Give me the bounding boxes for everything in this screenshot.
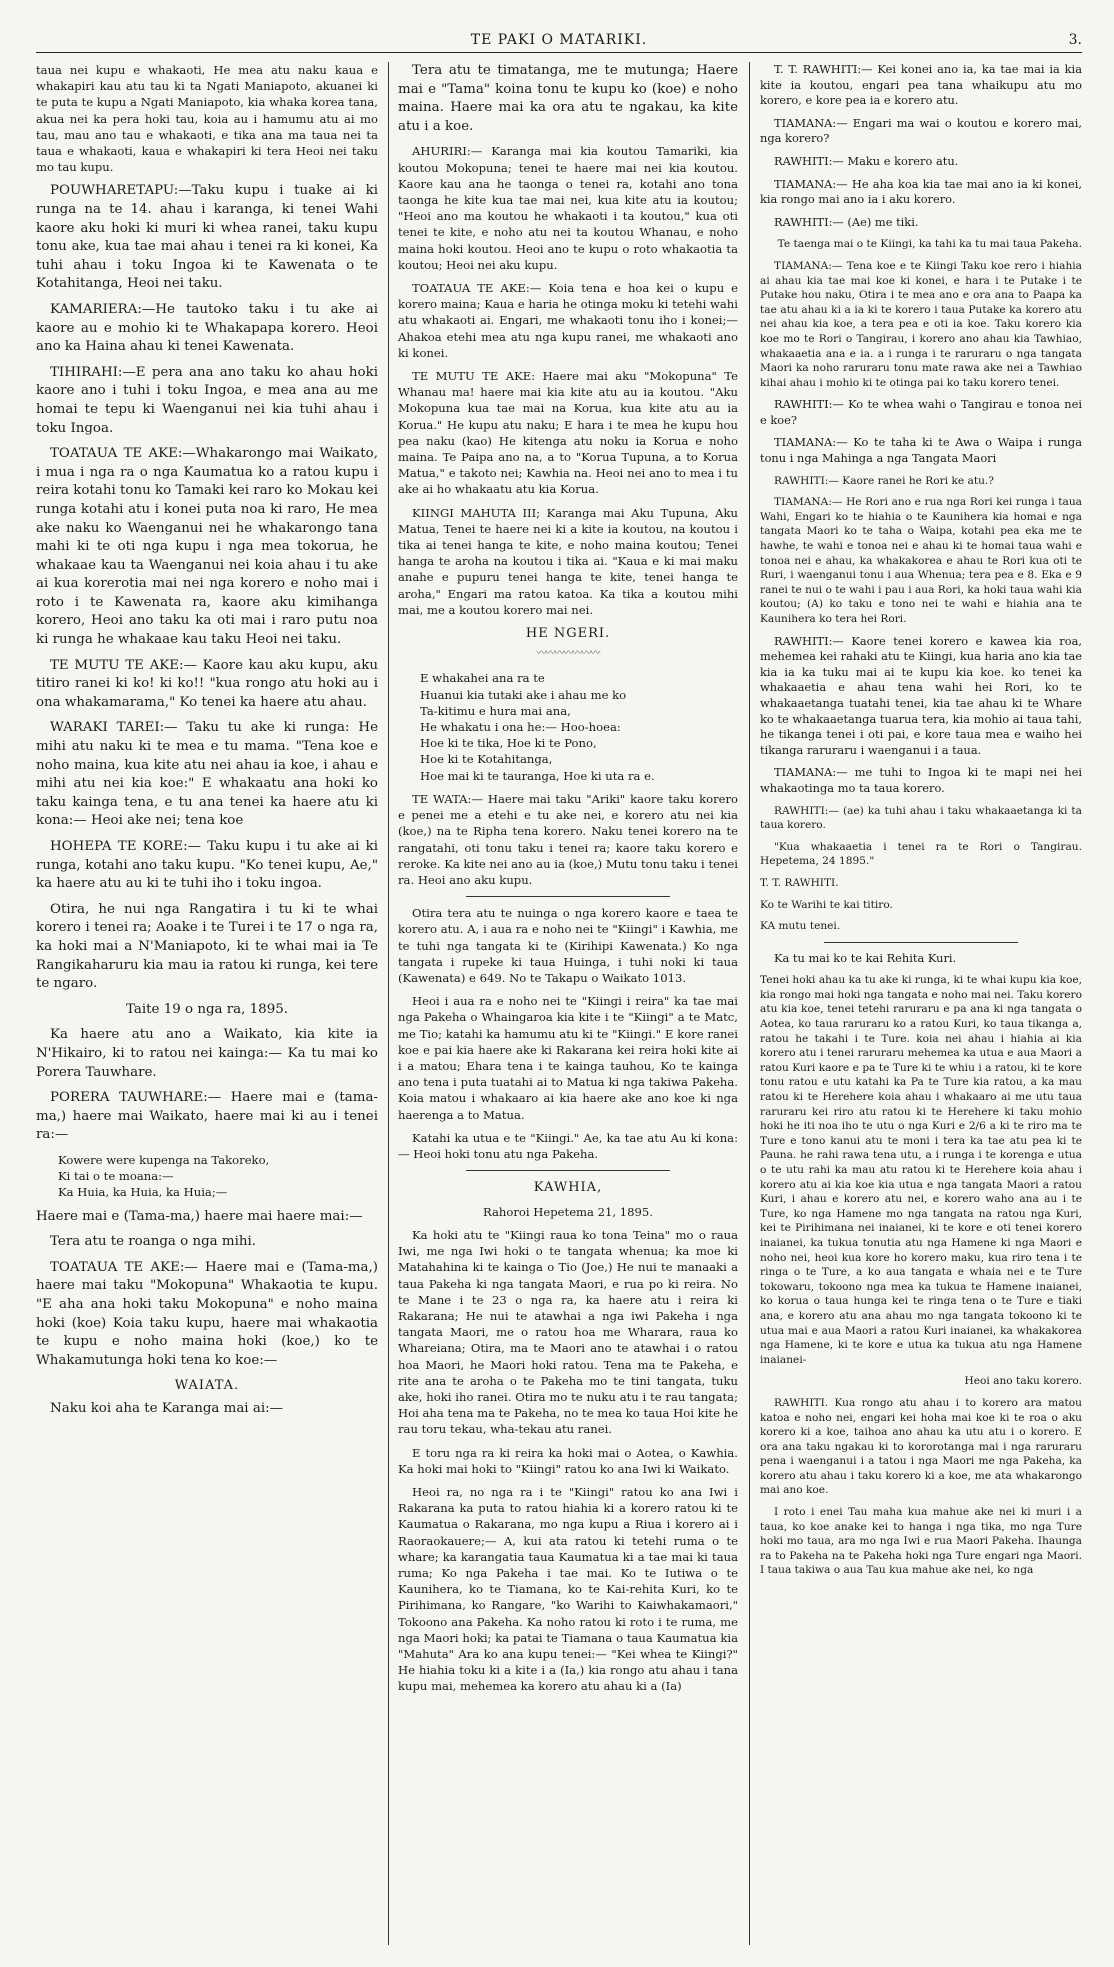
newspaper-title: TE PAKI O MATARIKI.: [470, 32, 648, 48]
section-heading-waiata: WAIATA.: [174, 1378, 240, 1394]
column-1: [36, 62, 378, 1426]
speech-tiamana: TIAMANA:— me tuhi to Ingoa ki te mapi nei hei whakaotinga mo ta taua korero.: [760, 765, 1082, 795]
paragraph: Ka tu mai ko te kai Rehita Kuri.: [774, 950, 957, 965]
divider: [466, 896, 670, 897]
paragraph: Otira, he nui nga Rangatira i tu ki te whai korero i tenei ra; Aoake i te Turei i te 17 o nga ra, ka hoki mai a N'Maniapoto, ki te whai mai ia Te Rangikaharuru kia mau ia ratou ki runga, kei tere te ngaro.: [36, 901, 378, 992]
divider: [466, 1170, 670, 1171]
speech-te-mutu: TE MUTU TE AKE: Haere mai aku "Mokopuna" Te Whanau ma! haere mai kia kite atu au ia koutou. "Aku Mokopuna kua tae mai na Korua, kua kite atu au ia Korua." He kupu atu naku; E hara i te mea he kupu hou pea naku (kao) He kitenga atu noku ia Korua e noho maina. Te Paipa ano na, a to "Korua Tupuna, a to Korua Matua," e takoto nei; Kawhia na. Heoi nei ano to mea i tu ake ai ho whakaatu atu kia Korua.: [398, 369, 738, 497]
paragraph: KA mutu tenei.: [760, 920, 841, 933]
speech-tiamana: TIAMANA:— Ko te taha ki te Awa o Waipa i runga tonu i nga Mahinga a nga Tangata Maori: [760, 435, 1082, 466]
speech-porera: PORERA TAUWHARE:— Haere mai e (tama-ma,) haere mai Waikato, haere mai ki au i tenei ra:—: [36, 1090, 378, 1143]
speech-rawhiti: RAWHITI:— Kaore tenei korero e kawea kia roa, mehemea kei rahaki atu te Kiingi, kua haria ano kia tae kia ia ka tuku mai ai te kupu kia koe. ko tenei ka whakaaetia e ahau tena wahi hei Rori, ko te whakaaetanga tuatahi tenei, kia tae ahau ki te Whare ko te whakaaetanga tuarua tera, kia mohio ai taua tahi, he tikanga tenei i oti pai, e kore taua mea e waiho hei tikanga raruraru i waenganui i a taua.: [760, 633, 1082, 757]
paragraph: Haere mai e (Tama-ma,) haere mai haere mai:—: [36, 1208, 363, 1224]
speech-toataua: TOATAUA TE AKE:—Whakarongo mai Waikato, i mua i nga ra o nga Kaumatua ko a ratou kupu i reira kotahi tonu ko Tamaki kei raro ko Mokau kei runga kotahi atu i konei puta noa ki raro, He mea ake naku ko Waenganui nei he whakarongo tana mahi ki te oti nga kupu i nga mea tokorua, he whakaae kau ta Waenganui nei koia ahau i tu ake ai kua korerotia mai nei nga korero e noho mai i roto i te Kawenata ra, kaore aku kimihanga korero, Heoi ano taku ka oti mai i raro putu noa ki runga he whakaae kau taku Heoi nei taku.: [36, 446, 378, 648]
verse-line: Hoe ki te Kotahitanga,: [420, 752, 553, 767]
column-rule: [388, 62, 389, 1945]
paragraph: Katahi ka utua e te "Kiingi." Ae, ka tae atu Au ki kona:— Heoi hoki tonu atu nga Pakeha.: [398, 1130, 738, 1161]
verse-line: Hoe ki te tika, Hoe ki te Pono,: [420, 736, 597, 751]
quoted-agreement: "Kua whakaaetia i tenei ra te Rori o Tangirau. Hepetema, 24 1895.": [760, 840, 1082, 868]
speech-rawhiti: RAWHITI. Kua rongo atu ahau i to korero ara matou katoa e noho nei, engari kei hoha mai koe ki te roa o aku korero ki a koe, taihoa ano ahau ka utu atu i o korero. E ora ana taku ngakau ki to kororotanga mai i nga raruraru pena i waenganui i a tatou i nga Maori me nga Pakeha, ka korero atu ahau i taku korero ki a koe, me ata whakarongo mai ano koe.: [760, 1396, 1082, 1497]
chant-line: Kowere were kupenga na Takoreko,: [58, 1152, 270, 1167]
paragraph: Ka hoki atu te "Kiingi raua ko tona Teina" mo o raua Iwi, me nga Iwi hoki o te tangata whenua; ka moe ki Matahahina ki te kainga o Tio (Joe,) He nui te manaaki a taua Pakeha ki nga tangata Maori, e rua po ki reira. No te Mane i te 23 o nga ra, ka haere atu i reira ki Rakarana; He nui te atawhai a nga iwi Pakeha i nga tangata Maori, me o ratou hoa me Wharara, raua ko Whareiana; Otira, ma te Maori ano te atawhai i o ratou hoa Maori, he Maori hoki ratou. Tena ma te Pakeha, e rite ana te aroha o te Pakeha mo te tini tangata, tuku ake, hoki iho ranei. Otira mo te nuku atu i te rau tangata; Hoi aha tena ma te Pakeha, no te mea ko taua Hoi kite he rau toru tekau, wha-tekau atu ranei.: [398, 1227, 738, 1437]
speech-pouwharetapu: POUWHARETAPU:—Taku kupu i tuake ai ki runga na te 14. ahau i karanga, ki tenei Wahi kaore aku hoki ki muri ki whea ranei, taku kupu tonu ake, kua tae mai ahau i tenei ra ki konei, Ka tuhi ahau i toku Ingoa ki te Kawenata o te Kotahitanga, Heoi nei taku.: [36, 183, 378, 292]
page-number: 3.: [1068, 32, 1082, 48]
column-3: [760, 62, 1082, 1585]
speech-rawhiti: RAWHITI:— Kaore ranei he Rori ke atu.?: [774, 474, 994, 487]
verse-line: He whakatu i ona he:— Hoo-hoea:: [420, 720, 621, 735]
verse-line: Hoe mai ki te tauranga, Hoe ki uta ra e.: [420, 768, 655, 783]
verse-line: Ta-kitimu e hura mai ana,: [420, 703, 571, 718]
speech-ahuriri: AHURIRI:— Karanga mai kia koutou Tamariki, kia koutou Mokopuna; tenei te haere mai nei kia koutou. Kaore kau ana he taonga o tenei ra, kotahi ano tona taonga he kite kua tae mai nei, kua kite atu ia koutou; "Heoi ano ma koutou he whakaoti i ta koutou," kua oti tenei te kite, e noho atu nei ta koutou Whanau, e noho maina hoki koutou. Heoi ano te kupu o roto whakaotia ta koutou; Heoi nei aku kupu.: [398, 144, 738, 272]
paragraph: I roto i enei Tau maha kua mahue ake nei ki muri i a taua, ko koe anake kei to hanga i nga tika, mo nga Ture hoki mo taua, ara mo nga Iwi e rua Maori Pakeha. Ihaunga ra to Pakeha na te Pakeha hoki nga Ture engari nga Maori. I taua takiwa o aua Tau kua mahue ake nei, ko nga: [760, 1506, 1082, 1577]
speech-toataua-2: TOATAUA TE AKE:— Haere mai e (Tama-ma,) haere mai taku "Mokopuna" Whakaotia te kupu. "E aha ana hoki taku Mokopuna" e noho maina hoki (koe) Koia taku kupu, haere mai whakaotia te kupu e noho maina hoki (koe,) ko te Whakamutunga hoki tena ko koe:—: [36, 1259, 378, 1368]
verse-line: Huanui kia tutaki ake i ahau me ko: [420, 687, 627, 702]
chant: [58, 1152, 378, 1201]
chant-line: Ki tai o te moana:—: [58, 1169, 174, 1184]
paragraph: Otira tera atu te nuinga o nga korero kaore e taea te korero atu. A, i aua ra e noho nei te "Kiingi" i Kawhia, me te tuhi nga tangata ki te (Kirihipi Kawenata.) Ko nga tangata i rupeke ki taua Huinga, i tuhi noki ki taua (Kawenata) e 649. No te Takapu o Waikato 1013.: [398, 906, 738, 985]
paragraph: Ka haere atu ano a Waikato, kia kite ia N'Hikairo, ki to ratou nei kainga:— Ka tu mai ko Porera Tauwhare.: [36, 1027, 378, 1080]
paragraph: Naku koi aha te Karanga mai ai:—: [50, 1401, 284, 1417]
wavy-divider: 〰〰〰〰〰〰〰: [536, 648, 600, 660]
speech-rawhiti: RAWHITI:— (Ae) me tiki.: [774, 214, 919, 229]
dateline: Taite 19 o nga ra, 1895.: [125, 1001, 288, 1017]
paragraph: Tera atu te roanga o nga mihi.: [50, 1234, 257, 1250]
dateline: Rahoroi Hepetema 21, 1895.: [483, 1204, 653, 1219]
speech-te-mutu: TE MUTU TE AKE:— Kaore kau aku kupu, aku titiro ranei ki ko! ki ko!! "kua rongo atu hoki au i ona whakamarama," Ko tenei ka haere atu ahau.: [36, 657, 378, 710]
paragraph: Te taenga mai o te Kiingi, ka tahi ka tu mai taua Pakeha.: [777, 238, 1082, 251]
paragraph: taua nei kupu e whakaoti, He mea atu naku kaua e whakapiri kau atu tau ki ta Ngati Maniapoto, akuanei ki te puta te kupu a Ngati Maniapoto, kia whaka korea tana, akua nei ka pera hoki tau, koia au i hamumu atu ai mo tau, mau ano tau e whakaoti, e tika ana ma taua nei ta taua e whakaoti, kaua e whakapiri ki tera Heoi nei taku mo tau kupu.: [36, 63, 378, 175]
speech-tiamana: TIAMANA:— Engari ma wai o koutou e korero mai, nga korero?: [760, 115, 1082, 146]
speech-te-wata: TE WATA:— Haere mai taku "Ariki" kaore taku korero e penei me a etehi e tu ake nei, e korero atu nei kia (koe,) na te Ripha tena korero. Naku tenei korero na te rangatahi, oti tonu taku i tenei ra; kaore taku korero e reroke. Ka kite nei ano au ia (koe,) Mutu tonu taku i tenei ra. Heoi ano aku kupu.: [398, 791, 738, 887]
signature-name: T. T. RAWHITI.: [760, 876, 839, 889]
speech-rawhiti: T. T. RAWHITI:— Kei konei ano ia, ka tae mai ia kia kite ia koutou, engari pea tana whaikupu atu mo korero, e kore pea ia e korero atu.: [760, 62, 1082, 108]
speech-toataua: TOATAUA TE AKE:— Koia tena e hoa kei o kupu e korero maina; Kaua e haria he otinga moku ki tetehi wahi atu whakaoti ai. Engari, me whakaoti tonu iho i konei;— Ahakoa etehi mea atu nga kupu ranei, me whakaoti ano ki konei.: [398, 281, 738, 360]
speech-rawhiti: RAWHITI:— (ae) ka tuhi ahau i taku whakaaetanga ki ta taua korero.: [760, 804, 1082, 832]
paragraph: Tera atu te timatanga, me te mutunga; Haere mai e "Tama" koina tonu te kupu ko (koe) e noho maina. Haere mai ka ora atu te ngakau, ka kite atu i a koe.: [398, 63, 738, 134]
ngeri-verse: [420, 670, 738, 783]
paragraph: Heoi ra, no nga ra i te "Kiingi" ratou ko ana Iwi i Rakarana ka puta to ratou hiahia ki a korero ratou ki te Kaumatua o Rakarana, mo nga kupu a Riua i korero ai i Raoraokauere;— A, kui ata ratou ki tetehi ruma o te whare; ka karangatia taua Kaumatua ki a tae mai ki taua ruma; Ko nga Pakeha i tae mai. Ko te Iutiwa o te Kaunihera, ko te Tiamana, ko te Kai-rehita Kuri, ko te Pirihimana, ko Rangare, "ko Warihi to Kaiwhakamaori," Tokoono ana Pakeha. Ka noho ratou ki roto i te ruma, me nga Maori hoki; ka patai te Tiamana o taua Kaumatua kia "Mahuta" Ara ko ana kupu tenei:— "Kei whea te Kiingi?" He hiahia toku ki a kite i a (Ia,) kia rongo atu ahau i tana kupu mai, mehemea ka korero atu ahau ki a (Ia): [398, 1485, 738, 1694]
speech-kamariera: KAMARIERA:—He tautoko taku i tu ake ai kaore au e mohio ki te Whakapapa korero. Heoi ano ka Haina ahau ki tenei Kawenata.: [36, 301, 378, 355]
paragraph: Heoi ano taku korero.: [964, 1375, 1082, 1388]
speech-waraki: WARAKI TAREI:— Taku tu ake ki runga: He mihi atu naku ki te mea e tu mama. "Tena koe e noho maina, kua kite atu nei ahau ia koe, i ahau e mihi atu nei kia koe:" E whakaatu ana hoki ko taku kainga tena, e tu ana tenei ka haere atu ki kona:— Heoi ake nei; tena koe: [36, 720, 378, 829]
verse-line: E whakahei ana ra te: [420, 671, 545, 686]
speech-hohepa: HOHEPA TE KORE:— Taku kupu i tu ake ai ki runga, kotahi ano taku kupu. "Ko tenei kupu, Ae," ka haere atu au ki te tuhi iho i toku ingoa.: [36, 839, 378, 892]
speech-tiamana: TIAMANA:— He Rori ano e rua nga Rori kei runga i taua Wahi, Engari ko te hiahia o te Kaunihera kia homai e nga tangata Maori ko te taha o Waipa, kotahi pea eka me te hawhe, te wahi e tonoa nei e ahau ki te homai taua wahi e tonoa nei e ahau, ka whakakorea e ahau te Rori kua oti te Ruri, i waenganui tonu i aua Whenua; tera pea e 8. Eka e 9 ranei te nui o te wahi i pau i aua Rori, ka hoki taua wahi kia koutou; (A) ko taku e tono nei te wahi e hiahia ana te Kaunihera ko tera hei Rori.: [760, 496, 1082, 625]
column-rule: [749, 62, 750, 1945]
divider: [824, 942, 1017, 943]
speech-rawhiti: RAWHITI:— Ko te whea wahi o Tangirau e tonoa nei e koe?: [760, 397, 1082, 427]
paragraph: Heoi i aua ra e noho nei te "Kiingi i reira" ka tae mai nga Pakeha o Whaingaroa kia kite i te "Kiingi" a te Matc, me Tio; katahi ka hamumu atu ki te "Kiingi." E kore ranei koe e pai kia haere ake ki Rakarana kei reira hoki kite ai i a matou; Ehara tena i te kainga tauhou, Ko te kainga ano tena i puta tuatahi ai to Matua ki nga takiwa Pakeha. Koia matou i whakaaro ai kia haere ake ano koe ki nga haerenga a to Matua.: [398, 994, 738, 1122]
speech-tiamana: TIAMANA:— He aha koa kia tae mai ano ia ki konei, kia rongo mai ano ia i aku korero.: [760, 176, 1082, 207]
chant-line: Ka Huia, ka Huia, ka Huia;—: [58, 1185, 228, 1200]
speech-tihirahi: TIHIRAHI:—E pera ana ano taku ko ahau hoki kaore ano i tuhi i toku Ingoa, e mea ana au me homai te tepu ki Waenganui nei kia tuhi ahau i toku Ingoa.: [36, 364, 378, 436]
column-2: [398, 62, 738, 1702]
section-heading-he-ngeri: HE NGERI.: [525, 626, 611, 642]
page-header: [36, 30, 1082, 53]
speech-kiingi-mahuta: KIINGI MAHUTA III; Karanga mai Aku Tupuna, Aku Matua, Tenei te haere nei ki a kite ia koutou, na koutou i tika ai tenei hanga te kite, e noho maina koutou; Tenei hanga te aroha na koutou i tika ai. "Kaua e ki mai maku anahe e pupuru tenei hanga te kite, tenei hanga te aroha," Engari ma ratou katoa. Ka tika a koutou mihi mai, me a koutou korero mai nei.: [398, 505, 738, 617]
paragraph: Ko te Warihi te kai titiro.: [760, 898, 893, 911]
speech-rawhiti: RAWHITI:— Maku e korero atu.: [774, 153, 959, 168]
paragraph: E toru nga ra ki reira ka hoki mai o Aotea, o Kawhia. Ka hoki mai hoki to "Kiingi" ratou ko ana Iwi ki Waikato.: [398, 1445, 738, 1476]
section-heading-kawhia: KAWHIA,: [533, 1180, 603, 1196]
speech-rehita-kuri: Tenei hoki ahau ka tu ake ki runga, ki te whai kupu kia koe, kia rongo mai hoki nga tangata e noho mai nei. Taku korero atu kia koe, tenei tetehi raruraru e pa ana ki nga tangata o Aotea, ko taua raruraru ko a ratou Kuri, ko taua tikanga a, ratou he takahi i te Ture. koia nei ahau i hiahia ai kia korero atu i tenei raruraru mehemea ka utua e aua Maori a ratou Kuri kaore e pa te Ture ki te whiu i a ratou, ki te kore tonu ratou e utu katahi ka Pa te Ture kia ratou, a ka mau ratou ki te Herehere koia ahau i whakaaro ai me utu taua raruraru kei riro atu ratou ki te Herehere ki taku mohio hoki he iti noa iho te utu o nga Kuri e 2/6 a ki te riro ma te Ture e tono kanui atu te moni i tera ka tae atu pea ki te Pauna. he rahi rawa tena utu, a i runga i te korenga e utua o te utu rahi ka mau atu ratou ki te Herehere koia ahau i korero atu ai kia koe kia utua e nga tangata Maori a ratou Kuri, i ahau e korero atu nei, e korero waho ana au i te Ture, ko nga Hamene mo nga tangata na ratou nga Kuri, kei te Pirihimana nei inaianei, ki te kore e oti tenei korero inaianei, ka tukua tonutia atu nga Hamene ki nga Maori e noho nei, heoi kua kore ho korero maku, kua riro tena i te ringa o te Ture, a ko aua tangata e whaia nei e te Ture tokowaru, tokoono nga mea ka tukua te Hamene inaianei, ko korua o taua hunga kei te ringa tena o te Ture e tiaki ana, e korero atu ana ahau mo nga tangata tokoono ki te utua mai e aua Maori a ratou Kuri inaianei, ka whakakorea nga Hamene, ki te kore e utua ka tukua atu nga Hamene inaianei-: [760, 974, 1082, 1366]
speech-tiamana: TIAMANA:— Tena koe e te Kiingi Taku koe rero i hiahia ai ahau kia tae mai koe ki konei, e hara i te Putake i te Putake hou naku, Otira i te mea ano e ora ana to Paapa ka tae atu ahau ki a ia ki te korero i taua Putake ka korero atu nei ahau kia koe, a tera pea e oti ia koe. Taku korero kia koe mo te Rori o Tangirau, i korero ano ahau kia Tawhiao, whakaaetia ana e ia. a i runga i te raruraru o nga tangata Maori ka noho raruraru tonu mate rawa ake nei a Tawhiao kihai ahau i mohio ki te otinga pai ko taku korero tenei.: [760, 259, 1082, 389]
